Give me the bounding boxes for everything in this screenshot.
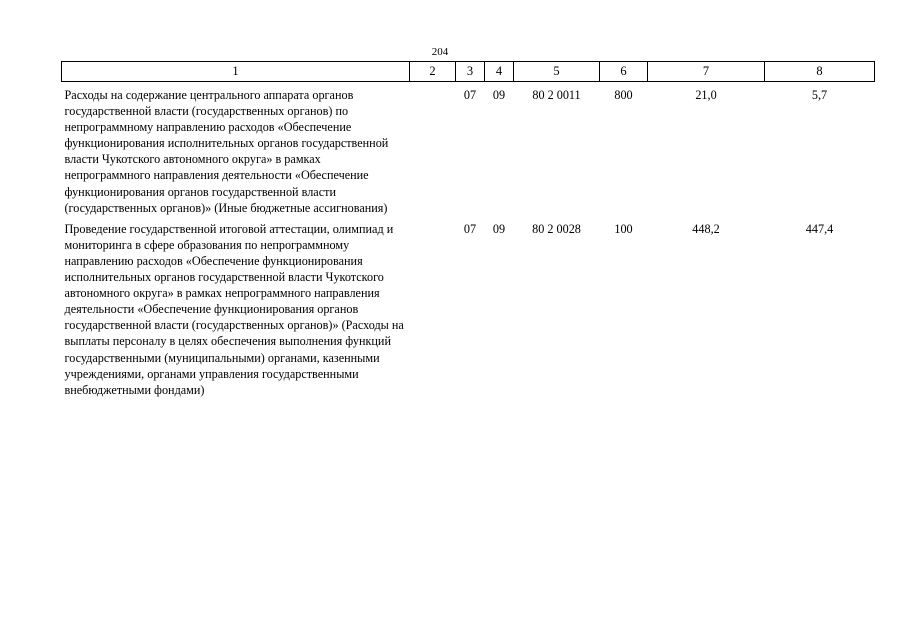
table-row: [62, 216, 875, 398]
row-subsection: 09: [492, 88, 506, 102]
header-row: [62, 62, 875, 82]
header-col-5: 5: [514, 62, 600, 82]
row-description: Расходы на содержание центрального аппарата органов государственной власти (государственных органов) по непрограммному направлению расходов «Обеспечение функционирования исполнительных органов государственной власти Чукотского автономного округа» в рамках непрограммного направления деятельности «Обеспечение функционирования органов государственной власти (государственных органов)» (Иные бюджетные ассигнования): [64, 88, 389, 215]
header-col-7: 7: [648, 62, 765, 82]
row-target-item: 80 2 0028: [532, 221, 581, 236]
row-amount-col-8: 447,4: [805, 221, 834, 236]
header-col-2: 2: [410, 62, 456, 82]
page-number: 204: [431, 46, 449, 58]
header-col-4: 4: [485, 62, 514, 82]
table-header: [62, 62, 875, 82]
row-section: 07: [463, 221, 477, 236]
table-row: [62, 82, 875, 216]
row-target-item: 80 2 0011: [532, 88, 581, 102]
row-amount-col-8: 5,7: [811, 88, 828, 102]
row-description: Проведение государственной итоговой аттестации, олимпиад и мониторинга в сфере образования по непрограммному направлению расходов «Обеспечение функционирования исполнительных органов государственной власти Чукотского автономного округа» в рамках непрограммного направления деятельности «Обеспечение функционирования органов государственной власти (государственных органов)» (Расходы на выплаты персоналу в целях обеспечения выполнения функций государственными (муниципальными) органами, казенными учреждениями, органами управления государственными внебюджетными фондами): [64, 221, 404, 397]
header-col-1: 1: [62, 62, 410, 82]
row-col-2: [410, 216, 456, 398]
header-col-8: 8: [765, 62, 875, 82]
header-col-6: 6: [600, 62, 648, 82]
header-col-3: 3: [456, 62, 485, 82]
row-expense-type: 800: [614, 88, 633, 102]
row-amount-col-7: 21,0: [695, 88, 717, 102]
row-section: 07: [463, 88, 477, 102]
row-amount-col-7: 448,2: [692, 221, 720, 236]
budget-table: [61, 61, 875, 398]
row-col-2: [410, 82, 456, 216]
row-subsection: 09: [492, 221, 506, 236]
row-expense-type: 100: [614, 221, 633, 236]
table-body: [62, 82, 875, 398]
